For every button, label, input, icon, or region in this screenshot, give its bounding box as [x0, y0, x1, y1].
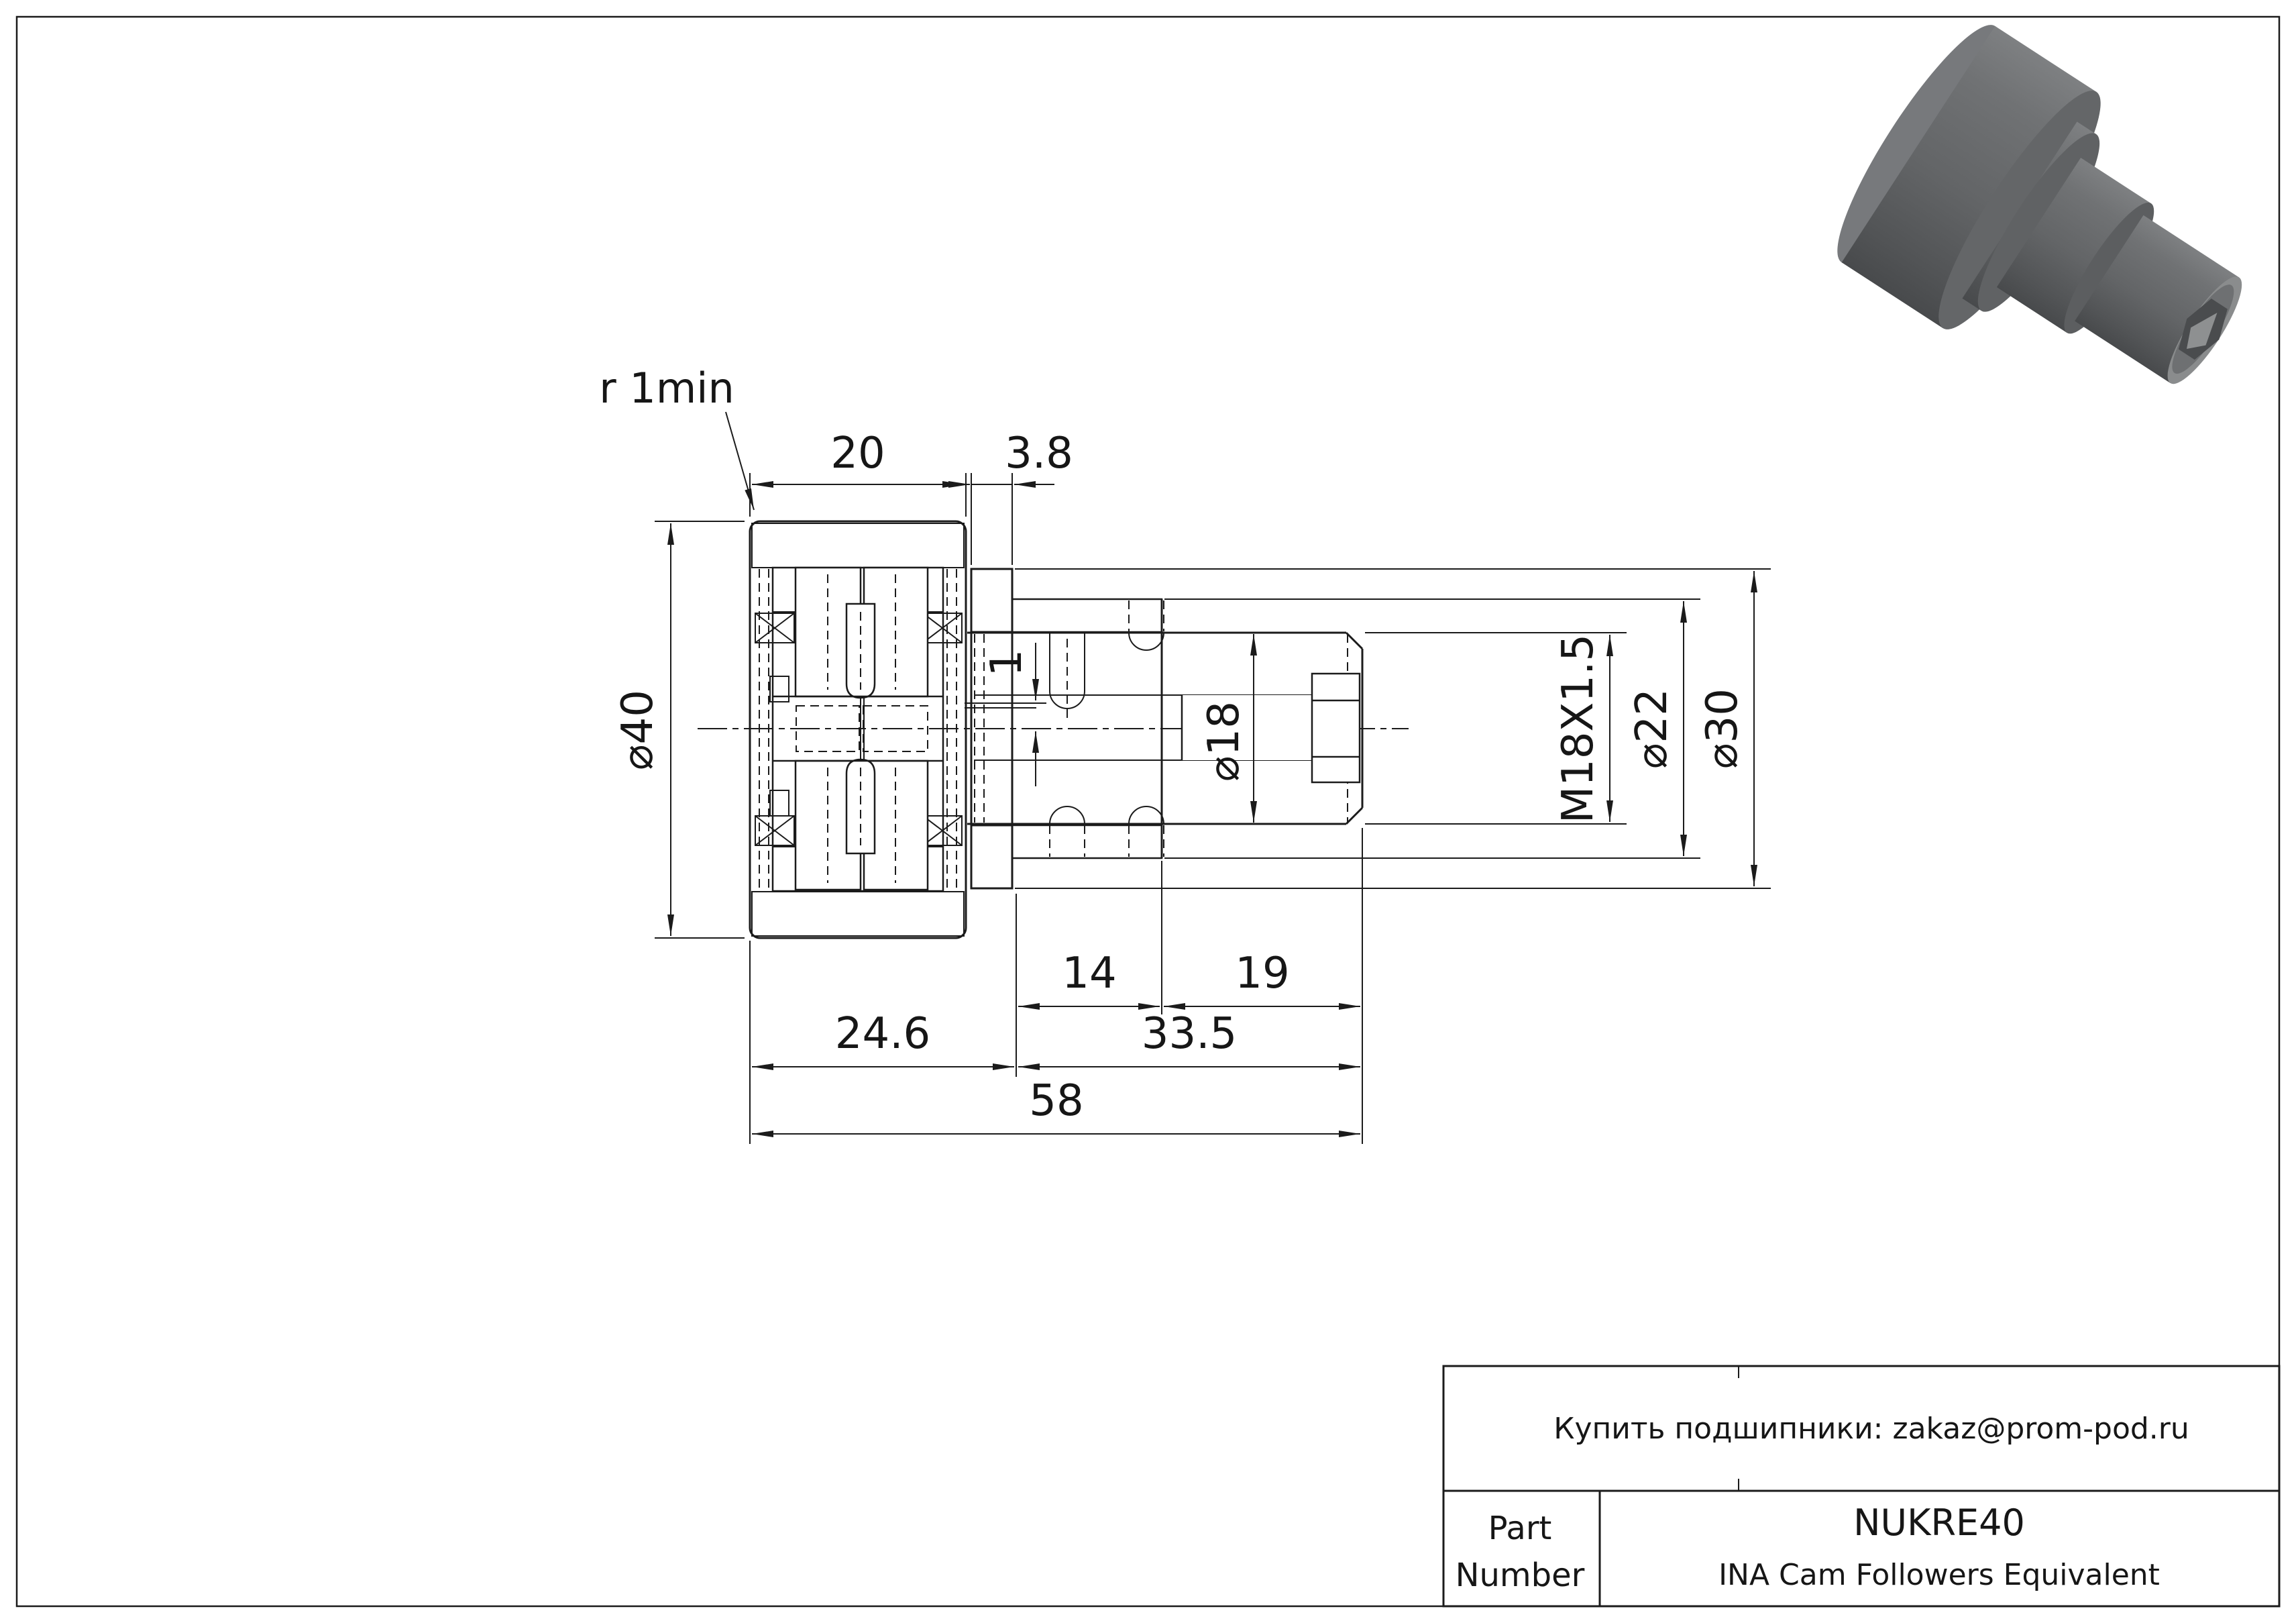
corner-radius-leader: [726, 412, 754, 510]
dim-flange-diameter: ⌀30: [1698, 688, 1747, 769]
corner-radius-label: r 1min: [599, 364, 734, 413]
dim-thread-length: 19: [1235, 949, 1290, 998]
dim-eccentricity: 1: [982, 649, 1032, 677]
dim-collar-diameter: ⌀22: [1627, 688, 1677, 769]
dim-flange-width: 3.8: [1005, 429, 1073, 478]
dim-stud-length: 33.5: [1141, 1009, 1238, 1059]
dim-outer-width: 20: [830, 429, 885, 478]
dim-head-length: 24.6: [834, 1009, 931, 1059]
series-description: INA Cam Followers Equivalent: [1718, 1558, 2160, 1592]
ring-lip: [773, 568, 796, 612]
title-block: [1443, 1366, 2279, 1606]
part-number-value: NUKRE40: [1853, 1502, 2025, 1544]
section-view: [698, 521, 1409, 938]
dim-outer-diameter: ⌀40: [613, 690, 663, 770]
contact-text: Купить подшипники: zakaz@prom-pod.ru: [1553, 1412, 2189, 1446]
outer-ring-hatch-top: [752, 523, 964, 568]
part-label-line1: Part: [1488, 1510, 1552, 1547]
dim-thread-diameter: ⌀18: [1199, 701, 1249, 782]
part-3d-render: [1816, 9, 2296, 458]
dim-collar-length: 14: [1062, 949, 1117, 998]
outer-ring-hatch-bottom: [752, 892, 964, 936]
part-label-line2: Number: [1455, 1557, 1585, 1594]
dim-thread-spec: M18X1.5: [1553, 633, 1603, 824]
ring-lip: [773, 847, 796, 891]
dim-overall-length: 58: [1029, 1076, 1084, 1126]
